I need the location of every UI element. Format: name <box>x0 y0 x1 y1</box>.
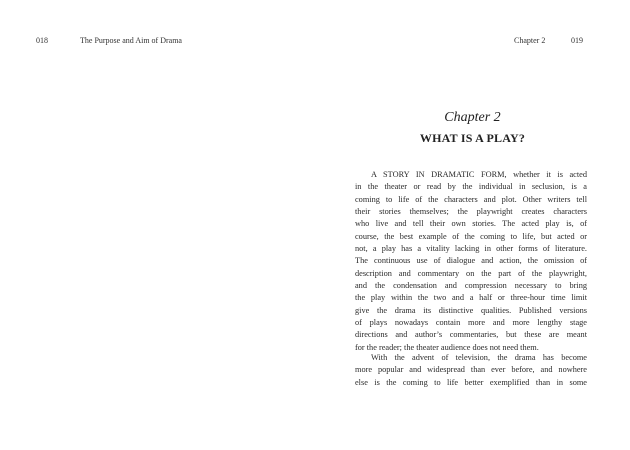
text-line: A STORY IN DRAMATIC FORM, whether it is acted <box>371 170 587 179</box>
text-line: not, a play has a vitality lacking in other forms of literature. <box>355 244 587 254</box>
left-page-number: 018 <box>36 36 48 45</box>
text-line: more popular and widespread than ever before, and nowhere <box>355 365 587 375</box>
body-paragraph-2 <box>355 352 587 389</box>
text-line: coming to life of the characters and plot. Other writers tell <box>355 194 587 204</box>
text-line: in the theater or read by the individual in seclusion, is a <box>355 182 587 192</box>
chapter-title: WHAT IS A PLAY? <box>419 131 526 145</box>
text-line: give the drama its distinctive qualities. Published versions <box>355 305 587 315</box>
chapter-label: Chapter 2 <box>444 110 501 125</box>
body-paragraph-1 <box>355 169 587 354</box>
text-line: and the condensation and compression necessary to bring <box>355 281 587 291</box>
right-page-number: 019 <box>571 36 583 45</box>
text-line: who live and tell their own stories. The acted play is, of <box>355 219 587 229</box>
text-line: for the reader; the theater audience does not need them. <box>355 342 539 352</box>
text-line: With the advent of television, the drama has become <box>371 353 587 362</box>
text-line: of plays nowadays contain more and more lengthy stage <box>355 318 587 328</box>
text-line: their stories themselves; the playwright creates characters <box>355 207 587 217</box>
right-running-chapter: Chapter 2 <box>514 36 546 45</box>
text-line: directions and author’s commentaries, but these are meant <box>355 330 587 340</box>
text-line: The continuous use of dialogue and action, the omission of <box>355 256 587 266</box>
text-line: description and commentary on the part of the playwright, <box>355 268 587 278</box>
text-line: else is the coming to life better exemplified than in some <box>355 377 587 387</box>
text-line: the play within the two and a half or three-hour time limit <box>355 293 587 303</box>
text-line: course, the best example of the coming to life, but acted or <box>355 231 587 241</box>
right-page <box>315 0 630 450</box>
left-running-title: The Purpose and Aim of Drama <box>80 36 182 45</box>
